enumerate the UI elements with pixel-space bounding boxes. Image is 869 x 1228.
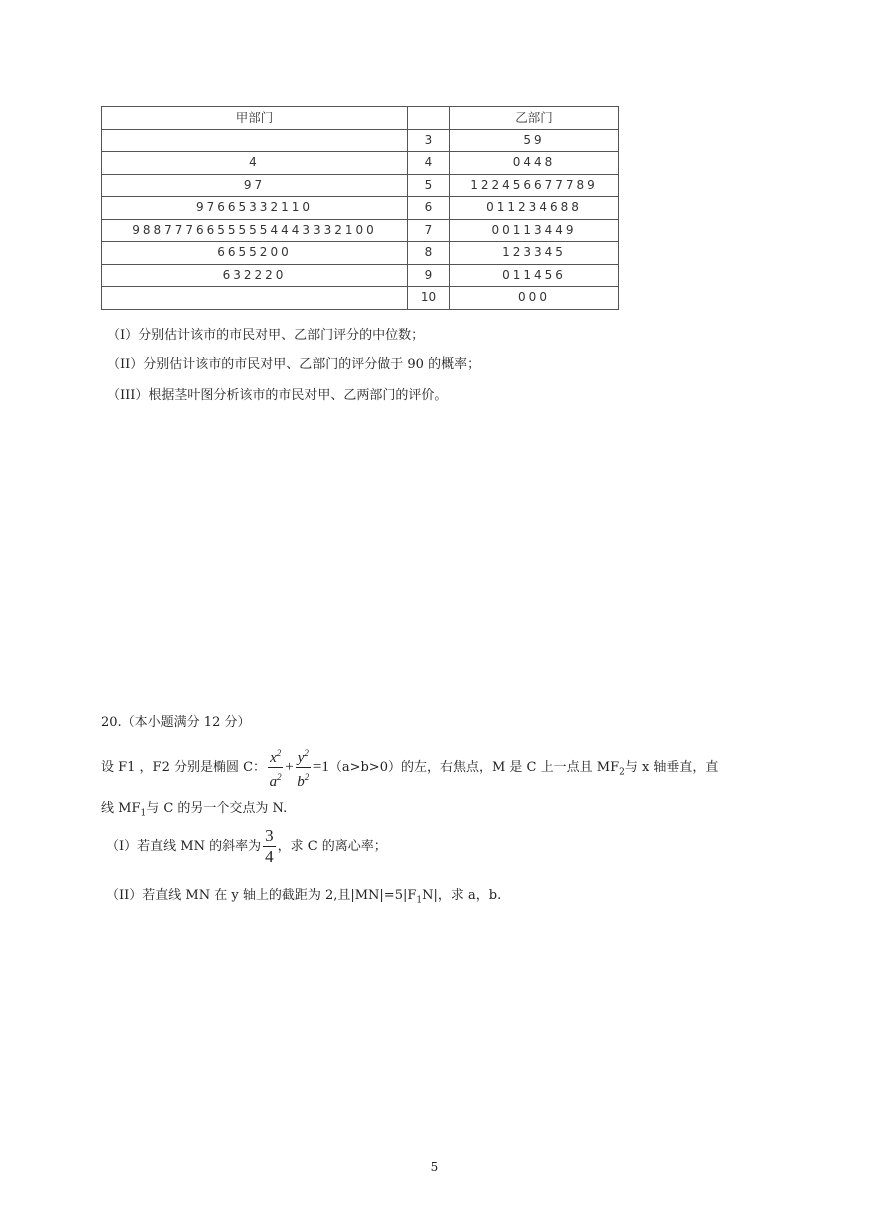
exponent: 2 — [304, 772, 310, 782]
plus-sign: + — [285, 759, 294, 775]
fraction-numerator: 3 — [265, 826, 274, 845]
leaf-right: 123345 — [450, 242, 619, 265]
q20-intro: 设 F1 ，F2 分别是椭圆 C： — [101, 760, 267, 775]
q20-part-1-text: （I）若直线 MN 的斜率为 — [106, 839, 262, 854]
table-row — [102, 197, 619, 220]
fraction-x2-a2 — [268, 744, 283, 791]
leaf-left — [102, 287, 408, 310]
leaf-left: 6655200 — [102, 242, 408, 265]
leaf-right: 122456677789 — [450, 174, 619, 197]
leaf-left: 632220 — [102, 264, 408, 287]
q20-condition: （a>b>0）的左，右焦点，M 是 C 上一点且 MF — [328, 760, 620, 775]
stem: 5 — [408, 174, 450, 197]
header-middle — [408, 107, 450, 130]
table-row — [102, 152, 619, 175]
subscript: 2 — [619, 767, 625, 778]
q19-part-1: （I）分别估计该市的市民对甲、乙部门评分的中位数； — [107, 328, 425, 343]
fraction-denominator: 4 — [265, 847, 274, 866]
exponent: 2 — [277, 772, 282, 782]
q20-line-2-start: 线 MF — [101, 801, 141, 816]
stem: 6 — [408, 197, 450, 220]
header-right: 乙部门 — [450, 107, 619, 130]
var-x: x — [270, 750, 277, 766]
stem: 3 — [408, 129, 450, 152]
q20-title: 20.（本小题满分 12 分） — [101, 715, 251, 730]
stem: 4 — [408, 152, 450, 175]
fraction-3-4 — [263, 826, 276, 867]
equals-one: =1 — [312, 759, 329, 775]
var-a: a — [269, 774, 278, 790]
q20-line-1-end: 与 x 轴垂直，直 — [624, 760, 719, 775]
leaf-left: 4 — [102, 152, 408, 175]
leaf-left: 98877766555554443332100 — [102, 219, 408, 242]
leaf-left: 97665332110 — [102, 197, 408, 220]
var-b: b — [297, 774, 305, 790]
leaf-right: 0448 — [450, 152, 619, 175]
leaf-right: 011234688 — [450, 197, 619, 220]
page-number: 5 — [430, 1160, 439, 1174]
var-y: y — [297, 750, 305, 766]
leaf-left — [102, 129, 408, 152]
q20-part-2-end: N|，求 a，b. — [422, 888, 502, 903]
table-row — [102, 287, 619, 310]
leaf-right: 59 — [450, 129, 619, 152]
q19-part-2: （II）分别估计该市的市民对甲、乙部门的评分做于 90 的概率； — [107, 357, 481, 372]
q20-line-1 — [101, 744, 718, 791]
subscript: 1 — [416, 895, 423, 906]
q20-part-1-end: ，求 C 的离心率； — [277, 839, 387, 854]
q20-part-2-text: （II）若直线 MN 在 y 轴上的截距为 2,且|MN|=5|F — [106, 888, 417, 903]
leaf-right: 00113449 — [450, 219, 619, 242]
table-row — [102, 174, 619, 197]
header-left: 甲部门 — [102, 107, 408, 130]
stem: 8 — [408, 242, 450, 265]
q19-part-3: （III）根据茎叶图分析该市的市民对甲、乙两部门的评价。 — [107, 388, 448, 403]
table-header-row — [102, 107, 619, 130]
stem-leaf-table — [101, 106, 619, 310]
q20-line-2-end: 与 C 的另一个交点为 N. — [146, 801, 288, 816]
stem: 9 — [408, 264, 450, 287]
exponent: 2 — [276, 748, 282, 758]
subscript: 1 — [140, 808, 147, 819]
q20-line-2 — [101, 797, 287, 819]
leaf-right: 011456 — [450, 264, 619, 287]
leaf-right: 000 — [450, 287, 619, 310]
stem: 7 — [408, 219, 450, 242]
fraction-y2-b2 — [296, 744, 311, 791]
table-row — [102, 129, 619, 152]
q20-part-1 — [106, 826, 387, 867]
q20-part-2 — [106, 884, 501, 906]
leaf-left: 97 — [102, 174, 408, 197]
table-row — [102, 264, 619, 287]
exponent: 2 — [304, 748, 309, 758]
table-row — [102, 219, 619, 242]
stem: 10 — [408, 287, 450, 310]
table-row — [102, 242, 619, 265]
